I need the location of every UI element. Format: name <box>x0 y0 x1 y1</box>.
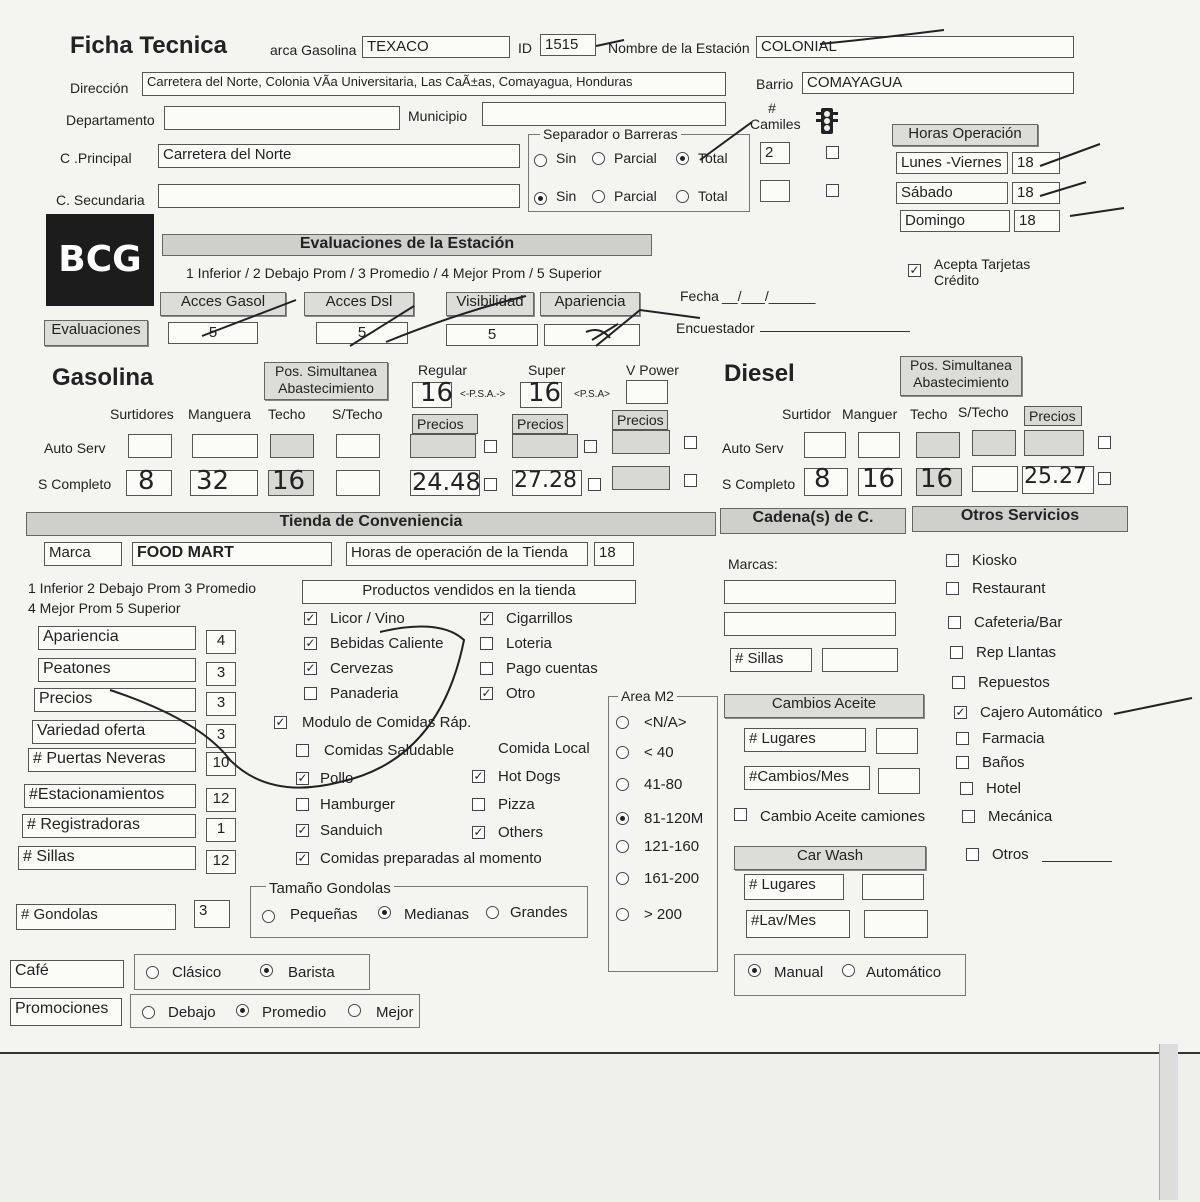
vpower-label: V Power <box>626 362 679 378</box>
gondolas-label: # Gondolas <box>16 904 176 930</box>
separador-row2-sin-label: Sin <box>556 188 577 204</box>
departamento-label: Departamento <box>66 112 155 128</box>
evaluaciones-scale: 1 Inferior / 2 Debajo Prom / 3 Promedio / 4 Mejor Prom / 5 Superior <box>186 265 602 281</box>
tarjetas-label: Acepta Tarjetas Crédito <box>934 256 1031 288</box>
diesel-auto-precio[interactable] <box>1024 430 1084 456</box>
gas-completo-surtidores: 8 <box>138 466 155 496</box>
otros-label: Kiosko <box>972 552 1018 569</box>
tienda-marca-label: Marca <box>44 542 122 566</box>
otros-checkbox[interactable] <box>946 582 959 595</box>
cafe-label: Café <box>10 960 124 988</box>
csecundaria-label: C. Secundaria <box>56 192 145 208</box>
cw-automatico-label: Automático <box>866 964 942 981</box>
rating-field[interactable]: 3 <box>206 662 236 686</box>
marcas-label: Marcas: <box>728 556 778 572</box>
cafe-barista-label: Barista <box>288 964 335 981</box>
otros-checkbox[interactable] <box>946 554 959 567</box>
gas-completo-precio-vpower[interactable] <box>612 466 670 490</box>
gas-completo-techo: 16 <box>272 466 306 496</box>
tienda-horas-label: Horas de operación de la Tienda <box>346 542 588 566</box>
otros-checkbox[interactable] <box>960 782 973 795</box>
camiones-checkbox[interactable] <box>734 808 747 821</box>
area-label: Area M2 <box>618 688 677 704</box>
cafe-clasico-label: Clásico <box>172 964 222 981</box>
otros-label: Mecánica <box>988 808 1053 825</box>
barrio-label: Barrio <box>756 76 794 92</box>
aceite-cambios-mes-field[interactable] <box>878 768 920 794</box>
camiles-field-1[interactable]: 2 <box>760 142 790 164</box>
otros-checkbox[interactable] <box>956 756 969 769</box>
rating-label: # Registradoras <box>22 814 196 838</box>
cw-manual-label: Manual <box>774 964 824 981</box>
promo-promedio-radio[interactable] <box>236 1004 249 1017</box>
producto-label: Cervezas <box>330 660 394 677</box>
promo-mejor-radio[interactable] <box>348 1004 361 1017</box>
visibilidad-field[interactable]: 5 <box>446 324 538 346</box>
municipio-label: Municipio <box>408 108 468 124</box>
barrio-field[interactable]: COMAYAGUA <box>802 72 1074 94</box>
regular-posiciones-value: 16 <box>420 378 454 408</box>
rating-label: Apariencia <box>38 626 196 650</box>
area-radio[interactable] <box>616 746 629 759</box>
rating-field[interactable]: 3 <box>206 724 236 748</box>
super-posiciones-value: 16 <box>528 378 562 408</box>
diesel-col-precios: Precios <box>1024 406 1082 426</box>
producto-label: Otro <box>506 685 536 702</box>
separador-row2-parcial-label: Parcial <box>614 188 657 204</box>
diesel-col-manguer: Manguer <box>842 406 898 422</box>
comida-checkbox[interactable]: ✓ <box>297 851 308 865</box>
comida-checkbox[interactable]: ✓ <box>297 771 308 785</box>
gas-auto-precio-vpower[interactable] <box>612 430 670 454</box>
apariencia-button[interactable]: Apariencia <box>540 292 640 316</box>
direccion-label: Dirección <box>70 80 129 96</box>
fecha-field[interactable]: __/___/______ <box>722 288 816 304</box>
area-radio[interactable] <box>616 908 629 921</box>
cprincipal-field[interactable]: Carretera del Norte <box>158 144 520 168</box>
gondolas-size-label: Tamaño Gondolas <box>266 880 394 897</box>
diesel-completo-surtidor: 8 <box>814 464 831 494</box>
rating-field[interactable]: 1 <box>206 818 236 842</box>
gondolas-pequenas-label: Pequeñas <box>290 906 358 923</box>
marcas-field-1[interactable] <box>724 580 896 604</box>
promo-debajo-radio[interactable] <box>142 1006 155 1019</box>
separador-row2-sin-radio[interactable] <box>534 192 547 205</box>
comida-checkbox[interactable]: ✓ <box>297 823 308 837</box>
gondolas-medianas-radio[interactable] <box>378 906 391 919</box>
camiles-field-2[interactable] <box>760 180 790 202</box>
comida-label: Pollo <box>320 770 354 787</box>
bcg-logo: BCG <box>46 214 154 306</box>
otros-label: Cafeteria/Bar <box>974 614 1063 631</box>
gondolas-field[interactable]: 3 <box>194 900 230 928</box>
rating-field[interactable]: 12 <box>206 850 236 874</box>
precios-super-label: Precios <box>512 414 568 434</box>
area-radio[interactable] <box>616 840 629 853</box>
gas-auto-regular-checkbox[interactable] <box>484 440 497 453</box>
evaluaciones-header: Evaluaciones de la Estación <box>162 234 652 256</box>
nombre-label: Nombre de la Estación <box>608 40 750 56</box>
area-option-label: < 40 <box>644 744 674 761</box>
gas-completo-precio-regular: 24.48 <box>412 468 481 496</box>
cafe-barista-radio[interactable] <box>260 964 273 977</box>
psa-label-2: <P.S.A> <box>574 389 610 400</box>
page-title: Ficha Tecnica <box>70 32 227 59</box>
diesel-completo-stecho[interactable] <box>972 466 1018 492</box>
separador-row1-total-radio[interactable] <box>676 152 689 165</box>
fecha-label: Fecha <box>680 288 719 304</box>
producto-checkbox[interactable]: ✓ <box>481 686 492 700</box>
camiles-checkbox-2[interactable] <box>826 184 839 197</box>
gas-auto-surtidores[interactable] <box>128 434 172 458</box>
id-label: ID <box>518 40 532 56</box>
gas-completo-vpower-checkbox[interactable] <box>684 474 697 487</box>
rating-label: # Sillas <box>18 846 196 870</box>
separador-row1-parcial-label: Parcial <box>614 150 657 166</box>
cadena-header: Cadena(s) de C. <box>720 508 906 534</box>
promo-debajo-label: Debajo <box>168 1004 216 1021</box>
precios-vpower-label: Precios <box>612 410 668 430</box>
otros-checkbox[interactable]: ✓ <box>955 705 966 719</box>
comida-checkbox[interactable] <box>296 798 309 811</box>
diesel-completo-checkbox[interactable] <box>1098 472 1111 485</box>
comida-label: Others <box>498 824 544 841</box>
precios-regular-label: Precios <box>412 414 478 434</box>
separador-row2-total-radio[interactable] <box>676 190 689 203</box>
producto-label: Licor / Vino <box>330 610 405 627</box>
gas-auto-techo[interactable] <box>270 434 314 458</box>
comida-label: Hot Dogs <box>498 768 561 785</box>
departamento-field[interactable] <box>164 106 400 130</box>
area-group <box>608 696 718 972</box>
diesel-completo-techo: 16 <box>920 464 954 494</box>
acces-dsl-button[interactable]: Acces Dsl <box>304 292 414 316</box>
diesel-auto-manguer[interactable] <box>858 432 900 458</box>
aceite-lugares-label: # Lugares <box>744 728 866 752</box>
area-option-label: 121-160 <box>644 838 700 855</box>
otros-label: Repuestos <box>978 674 1050 691</box>
producto-label: Pago cuentas <box>506 660 598 677</box>
id-field[interactable]: 1515 <box>540 34 596 56</box>
comida-checkbox[interactable] <box>472 798 485 811</box>
regular-label: Regular <box>418 362 468 378</box>
gas-completo-precio-super: 27.28 <box>514 468 577 493</box>
cw-manual-radio[interactable] <box>748 964 761 977</box>
gas-completo-stecho[interactable] <box>336 470 380 496</box>
otros-label: Hotel <box>986 780 1022 797</box>
tienda-header: Tienda de Conveniencia <box>26 512 716 536</box>
comida-label: Comidas preparadas al momento <box>320 850 542 867</box>
marcas-field-2[interactable] <box>724 612 896 636</box>
rating-field[interactable]: 12 <box>206 788 236 812</box>
cprincipal-label: C .Principal <box>60 150 132 166</box>
car-wash-button[interactable]: Car Wash <box>734 846 926 870</box>
marca-label: arca Gasolina <box>270 42 357 58</box>
otros-label: Farmacia <box>982 730 1045 747</box>
area-radio[interactable] <box>616 812 629 825</box>
otros-label: Otros <box>992 846 1029 863</box>
diesel-auto-surtidor[interactable] <box>804 432 846 458</box>
otros-label: Baños <box>982 754 1025 771</box>
encuestador-field[interactable] <box>760 330 910 332</box>
municipio-field[interactable] <box>482 102 726 126</box>
area-option-label: 41-80 <box>644 776 683 793</box>
comida-label: Pizza <box>498 796 535 813</box>
otros-checkbox[interactable] <box>962 810 975 823</box>
diesel-col-techo: Techo <box>910 406 948 422</box>
area-option-label: <N/A> <box>644 714 687 731</box>
gasolina-col-techo: Techo <box>268 406 306 422</box>
sabado-label-box: Sábado <box>896 182 1008 204</box>
visibilidad-button[interactable]: Visibilidad <box>446 292 534 316</box>
comida-checkbox[interactable] <box>296 744 309 757</box>
lunes-field[interactable]: 18 <box>1012 152 1060 174</box>
otros-label: Cajero Automático <box>980 704 1103 721</box>
gas-completo-super-checkbox[interactable] <box>588 478 601 491</box>
promociones-label: Promociones <box>10 998 122 1026</box>
gas-auto-manguera[interactable] <box>192 434 258 458</box>
gas-auto-vpower-checkbox[interactable] <box>684 436 697 449</box>
otros-blank-line[interactable] <box>1042 860 1112 862</box>
evaluaciones-button[interactable]: Evaluaciones <box>44 320 148 346</box>
cw-lav-field[interactable] <box>864 910 928 938</box>
gas-auto-precio-regular[interactable] <box>410 434 476 458</box>
tarjetas-checkbox[interactable]: ✓ <box>909 263 920 277</box>
gas-completo-manguera: 32 <box>196 466 230 496</box>
gasolina-col-surtidores: Surtidores <box>110 406 174 422</box>
rating-label: Peatones <box>38 658 196 682</box>
tienda-scale-1: 1 Inferior 2 Debajo Prom 3 Promedio <box>28 580 256 596</box>
camiles-label: # Camiles <box>750 100 801 132</box>
lunes-label-box: Lunes -Viernes <box>896 152 1008 174</box>
horas-operacion-button[interactable]: Horas Operación <box>892 124 1038 146</box>
otros-label: Restaurant <box>972 580 1046 597</box>
direccion-field[interactable]: Carretera del Norte, Colonia VÃa Universitaria, Las CaÃ±as, Comayagua, Honduras <box>142 72 726 96</box>
producto-checkbox[interactable] <box>480 662 493 675</box>
nombre-field[interactable]: COLONIAL <box>756 36 1074 58</box>
promo-mejor-label: Mejor <box>376 1004 414 1021</box>
producto-label: Bebidas Caliente <box>330 635 444 652</box>
sabado-field[interactable]: 18 <box>1012 182 1060 204</box>
diesel-auto-checkbox[interactable] <box>1098 436 1111 449</box>
camiones-label: Cambio Aceite camiones <box>760 808 926 825</box>
area-option-label: > 200 <box>644 906 682 923</box>
promo-promedio-label: Promedio <box>262 1004 327 1021</box>
gasolina-pos-button[interactable]: Pos. Simultanea Abastecimiento <box>264 362 388 400</box>
producto-checkbox[interactable]: ✓ <box>305 611 316 625</box>
diesel-completo-precio: 25.27 <box>1024 464 1087 489</box>
rating-label: Variedad oferta <box>32 720 196 744</box>
rating-label: Precios <box>34 688 196 712</box>
acces-dsl-field[interactable]: 5 <box>316 322 408 344</box>
tienda-horas-field[interactable]: 18 <box>594 542 634 566</box>
acces-gasol-field[interactable]: 5 <box>168 322 258 344</box>
modulo-checkbox[interactable]: ✓ <box>275 715 286 729</box>
producto-checkbox[interactable]: ✓ <box>481 611 492 625</box>
comida-label: Hamburger <box>320 796 396 813</box>
otros-label: Rep Llantas <box>976 644 1057 661</box>
aceite-lugares-field[interactable] <box>876 728 918 754</box>
domingo-field[interactable]: 18 <box>1014 210 1060 232</box>
cadena-sillas-label: # Sillas <box>730 648 812 672</box>
otros-checkbox[interactable] <box>956 732 969 745</box>
csecundaria-field[interactable] <box>158 184 520 208</box>
area-option-label: 161-200 <box>644 870 700 887</box>
diesel-col-surtidor: Surtidor <box>782 406 832 422</box>
productos-header: Productos vendidos en la tienda <box>302 580 636 604</box>
separador-row1-parcial-radio[interactable] <box>592 152 605 165</box>
cw-automatico-radio[interactable] <box>842 964 855 977</box>
gondolas-pequenas-radio[interactable] <box>262 910 275 923</box>
acces-gasol-button[interactable]: Acces Gasol <box>160 292 286 316</box>
diesel-auto-techo[interactable] <box>916 432 960 458</box>
area-radio[interactable] <box>616 716 629 729</box>
gasolina-col-manguera: Manguera <box>188 406 252 422</box>
vpower-posiciones-field[interactable] <box>626 380 668 404</box>
gasolina-completo-label: S Completo <box>38 476 112 492</box>
marca-field[interactable]: TEXACO <box>362 36 510 58</box>
encuestador-label: Encuestador <box>676 320 755 336</box>
gondolas-medianas-label: Medianas <box>404 906 470 923</box>
gas-completo-regular-checkbox[interactable] <box>484 478 497 491</box>
gondolas-grandes-label: Grandes <box>510 904 568 921</box>
comida-checkbox[interactable]: ✓ <box>473 769 484 783</box>
separador-row2-total-label: Total <box>698 188 728 204</box>
cafe-clasico-radio[interactable] <box>146 966 159 979</box>
super-label: Super <box>528 362 566 378</box>
separador-label: Separador o Barreras <box>540 126 681 142</box>
diesel-pos-button[interactable]: Pos. Simultanea Abastecimiento <box>900 356 1022 396</box>
separador-row1-sin-radio[interactable] <box>534 154 547 167</box>
comida-local-label: Comida Local <box>498 740 590 757</box>
separador-row2-parcial-radio[interactable] <box>592 190 605 203</box>
area-radio[interactable] <box>616 778 629 791</box>
producto-checkbox[interactable]: ✓ <box>305 636 316 650</box>
producto-label: Loteria <box>506 635 552 652</box>
cadena-sillas-field[interactable] <box>822 648 898 672</box>
comida-checkbox[interactable]: ✓ <box>473 825 484 839</box>
comida-label: Sanduich <box>320 822 383 839</box>
tienda-scale-2: 4 Mejor Prom 5 Superior <box>28 600 181 616</box>
producto-checkbox[interactable] <box>304 687 317 700</box>
gasolina-col-stecho: S/Techo <box>332 406 383 422</box>
diesel-completo-manguer: 16 <box>862 464 896 494</box>
producto-label: Panaderia <box>330 685 399 702</box>
gasolina-title: Gasolina <box>52 364 154 391</box>
apariencia-field[interactable] <box>544 324 640 346</box>
gas-auto-precio-super[interactable] <box>512 434 578 458</box>
modulo-label: Modulo de Comidas Ráp. <box>302 714 472 731</box>
domingo-label-box: Domingo <box>900 210 1010 232</box>
diesel-col-stecho: S/Techo <box>958 404 1009 420</box>
traffic-light-icon <box>812 106 842 136</box>
cw-lugares-label: # Lugares <box>744 874 844 900</box>
otros-checkbox[interactable] <box>948 616 961 629</box>
otros-checkbox[interactable] <box>952 676 965 689</box>
area-radio[interactable] <box>616 872 629 885</box>
cambios-aceite-button[interactable]: Cambios Aceite <box>724 694 924 718</box>
gas-auto-stecho[interactable] <box>336 434 380 458</box>
otros-checkbox[interactable] <box>950 646 963 659</box>
gasolina-auto-label: Auto Serv <box>44 440 106 456</box>
cw-lav-label: #Lav/Mes <box>746 910 850 938</box>
scrollbar[interactable] <box>1159 1044 1178 1200</box>
tienda-marca-field[interactable]: FOOD MART <box>132 542 332 566</box>
diesel-auto-label: Auto Serv <box>722 440 784 456</box>
cw-lugares-field[interactable] <box>862 874 924 900</box>
rating-label: # Puertas Neveras <box>28 748 196 772</box>
producto-checkbox[interactable]: ✓ <box>305 661 316 675</box>
aceite-cambios-mes-label: #Cambios/Mes <box>744 766 870 790</box>
rating-field[interactable]: 10 <box>206 752 236 776</box>
area-option-label: 81-120M <box>644 810 704 827</box>
lower-panel <box>0 1052 1200 1202</box>
separador-row1-sin-label: Sin <box>556 150 577 166</box>
gondolas-grandes-radio[interactable] <box>486 906 499 919</box>
psa-label-1: <-P.S.A.-> <box>460 389 506 400</box>
rating-field[interactable]: 4 <box>206 630 236 654</box>
producto-checkbox[interactable] <box>480 637 493 650</box>
rating-label: #Estacionamientos <box>24 784 196 808</box>
diesel-completo-label: S Completo <box>722 476 796 492</box>
rating-field[interactable]: 3 <box>206 692 236 716</box>
otros-checkbox[interactable] <box>966 848 979 861</box>
gas-auto-super-checkbox[interactable] <box>584 440 597 453</box>
separador-row1-total-label: Total <box>698 150 728 166</box>
diesel-auto-stecho[interactable] <box>972 430 1016 456</box>
otros-header: Otros Servicios <box>912 506 1128 532</box>
comida-label: Comidas Saludable <box>324 742 455 759</box>
diesel-title: Diesel <box>724 360 795 387</box>
camiles-checkbox-1[interactable] <box>826 146 839 159</box>
producto-label: Cigarrillos <box>506 610 573 627</box>
